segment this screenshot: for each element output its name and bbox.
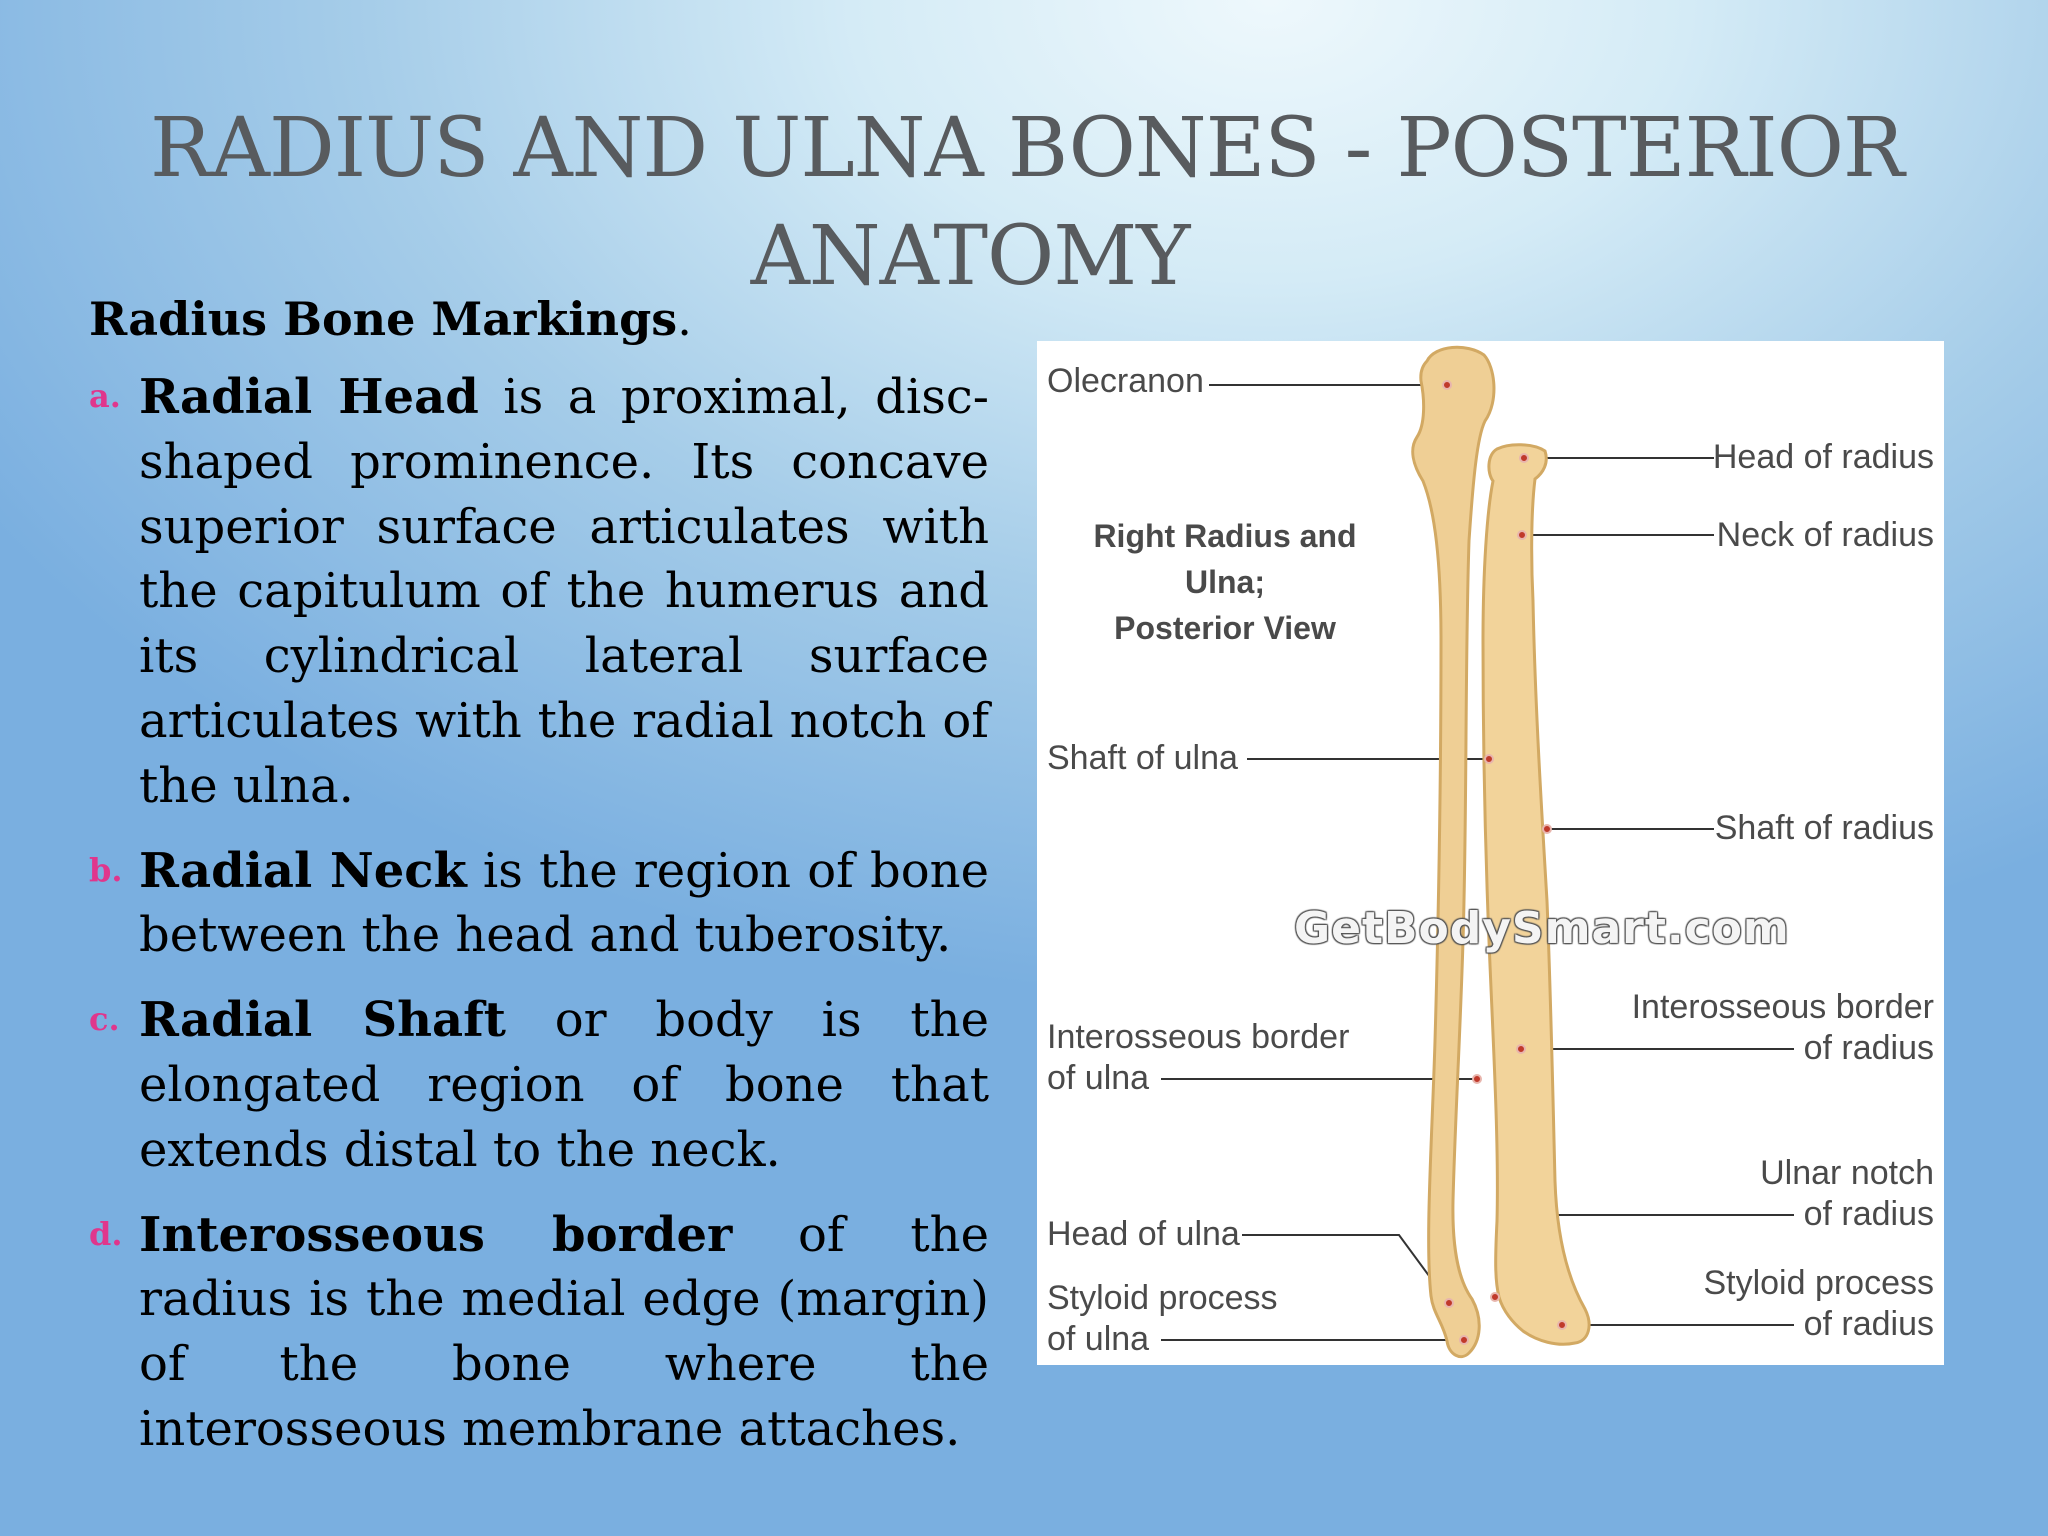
- label-interosseous-ulna-line2: of ulna: [1047, 1059, 1150, 1097]
- watermark: GetBodySmart.com: [1294, 903, 1790, 954]
- list-item-description: of the radius is the medial edge (margin) of the bone where the interosseous membrane attaches.: [139, 1206, 989, 1457]
- section-heading-suffix: .: [677, 292, 692, 346]
- radius-bone: [1483, 445, 1589, 1345]
- point-neck-radius: [1518, 531, 1526, 539]
- point-styloid-radius: [1558, 1321, 1566, 1329]
- point-interosseous-ulna: [1473, 1075, 1481, 1083]
- label-styloid-ulna-line2: of ulna: [1047, 1320, 1150, 1358]
- label-styloid-radius-line1: Styloid process: [1703, 1264, 1934, 1302]
- list-item-text: [139, 839, 989, 969]
- section-heading-text: Radius Bone Markings: [89, 292, 678, 346]
- marking-list: [89, 365, 989, 1482]
- list-item-text: [139, 365, 989, 819]
- list-item-term: Radial Neck: [139, 842, 467, 899]
- point-shaft-radius: [1543, 825, 1551, 833]
- label-shaft-radius: Shaft of radius: [1714, 809, 1934, 847]
- list-marker: d.: [89, 1214, 123, 1253]
- label-neck-radius: Neck of radius: [1716, 516, 1934, 554]
- label-ulnar-notch-line1: Ulnar notch: [1760, 1154, 1934, 1192]
- label-olecranon: Olecranon: [1047, 362, 1204, 400]
- list-item-description: is a proximal, disc-shaped prominence. Its concave superior surface articulates with the capitulum of the humerus and its cylindrical lateral surface articulates with the radial notch of the ulna.: [139, 369, 989, 814]
- point-olecranon: [1443, 381, 1451, 389]
- list-item: [89, 365, 989, 819]
- label-interosseous-radius-line1: Interosseous border: [1631, 988, 1934, 1026]
- list-item: [89, 1203, 989, 1462]
- point-interosseous-radius: [1517, 1045, 1525, 1053]
- list-item-text: [139, 1203, 989, 1462]
- title-line-2: ANATOMY: [750, 209, 1190, 304]
- label-head-radius: Head of radius: [1712, 438, 1934, 476]
- list-item-term: Radial Shaft: [139, 992, 506, 1049]
- title-line-1: RADIUS AND ULNA BONES - POSTERIOR: [150, 101, 1904, 196]
- section-heading: [89, 292, 692, 346]
- label-styloid-radius-line2: of radius: [1803, 1305, 1934, 1343]
- list-marker: b.: [89, 850, 123, 889]
- ulna-bone: [1413, 347, 1494, 1356]
- caption-line-2: Posterior View: [1114, 610, 1336, 646]
- label-interosseous-radius-line2: of radius: [1803, 1029, 1934, 1067]
- list-item-text: [139, 988, 989, 1182]
- list-item-description: or body is the elongated region of bone that extends distal to the neck.: [139, 992, 990, 1178]
- list-item-term: Radial Head: [139, 369, 479, 425]
- list-item-description: is the region of bone between the head and tuberosity.: [139, 842, 990, 964]
- list-item: [89, 839, 989, 969]
- anatomy-figure: [1037, 341, 1944, 1365]
- slide-title: [150, 95, 1904, 311]
- label-styloid-ulna-line1: Styloid process: [1047, 1279, 1278, 1317]
- list-marker: a.: [89, 377, 121, 415]
- label-ulnar-notch-line2: of radius: [1803, 1195, 1934, 1233]
- figure-caption: [1067, 513, 1383, 651]
- list-marker: c.: [89, 1000, 120, 1039]
- list-item: [89, 988, 989, 1182]
- point-shaft-ulna: [1485, 755, 1493, 763]
- caption-line-1: Right Radius and Ulna;: [1093, 518, 1357, 600]
- label-head-ulna: Head of ulna: [1047, 1215, 1240, 1253]
- label-interosseous-ulna-line1: Interosseous border: [1047, 1018, 1350, 1056]
- point-head-radius: [1520, 454, 1528, 462]
- point-head-ulna: [1445, 1299, 1453, 1307]
- label-shaft-ulna: Shaft of ulna: [1047, 739, 1238, 777]
- point-ulnar-notch: [1491, 1293, 1499, 1301]
- point-styloid-ulna: [1460, 1336, 1468, 1344]
- list-item-term: Interosseous border: [139, 1206, 733, 1263]
